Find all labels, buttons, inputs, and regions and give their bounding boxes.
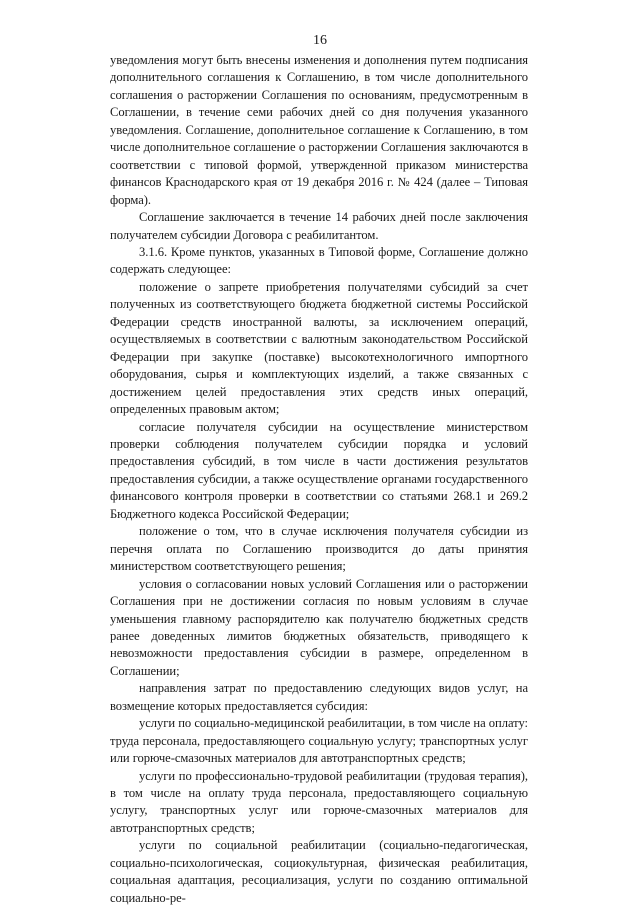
paragraph-medical-rehab: услуги по социально-медицинской реабилитации, в том числе на оплату: труда персонала, предоставляющего социальную услугу; транспортных услуг или горюче-смазочных материалов для автотранспортных средств; — [110, 716, 528, 766]
paragraph-currency-ban: положение о запрете приобретения получателями субсидий за счет полученных из соответствующего бюджета бюджетной системы Российской Федерации средств иностранной валюты, за исключением операций, осуществляемых в соответствии с валютным законодательством Российской Федерации при закупке (поставке) высокотехнологичного импортного оборудования, сырья и комплектующих изделий, а также связанных с достижением целей предоставления этих средств иных операций, определенных правовым актом; — [110, 279, 528, 417]
paragraph-agreement-term: Соглашение заключается в течение 14 рабочих дней после заключения получателем субсидии Договора с реабилитантом. — [110, 210, 528, 242]
paragraph-exclusion-payment: положение о том, что в случае исключения получателя субсидии из перечня оплата по Соглашению производится до даты принятия министерством соответствующего решения; — [110, 524, 528, 574]
document-body — [110, 52, 528, 907]
paragraph-cost-directions: направления затрат по предоставлению следующих видов услуг, на возмещение которых предоставляется субсидия: — [110, 681, 528, 713]
paragraph-inspection-consent: согласие получателя субсидии на осуществление министерством проверки соблюдения получателем субсидии порядка и условий предоставления субсидий, в том числе в части достижения результатов предоставления субсидии, а также осуществление органами государственного финансового контроля проверки в соответствии со статьями 268.1 и 269.2 Бюджетного кодекса Российской Федерации; — [110, 419, 528, 521]
paragraph-labor-rehab: услуги по профессионально-трудовой реабилитации (трудовая терапия), в том числе на оплату труда персонала, предоставляющего социальную услугу, транспортных услуг или горюче-смазочных материалов для автотранспортных средств; — [110, 768, 528, 835]
paragraph-social-rehab: услуги по социальной реабилитации (социально-педагогическая, социально-психологическая, социокультурная, физическая реабилитация, социальная адаптация, ресоциализация, услуги по созданию оптимальной социально-ре- — [110, 838, 528, 905]
paragraph-continuation: уведомления могут быть внесены изменения и дополнения путем подписания дополнительного соглашения к Соглашению, в том числе дополнительного соглашения о расторжении Соглашения по основаниям, предусмотренным в Соглашении, в течение семи рабочих дней со дня получения указанного уведомления. Соглашение, дополнительное соглашение к Соглашению, в том числе дополнительное соглашение о расторжении Соглашения заключаются в соответствии с типовой формой, утвержденной приказом министерства финансов Краснодарского края от 19 декабря 2016 г. № 424 (далее – Типовая форма). — [110, 53, 528, 207]
page-number: 16 — [313, 33, 327, 48]
paragraph-clause-3-1-6: 3.1.6. Кроме пунктов, указанных в Типовой форме, Соглашение должно содержать следующее: — [110, 244, 528, 277]
paragraph-new-conditions: условия о согласовании новых условий Соглашения или о расторжении Соглашения при не достижении согласия по новым условиям в случае уменьшения главному распорядителю как получателю бюджетных средств ранее доведенных лимитов бюджетных обязательств, приводящего к невозможности предоставления субсидии в размере, определенном в Соглашении; — [110, 576, 528, 678]
